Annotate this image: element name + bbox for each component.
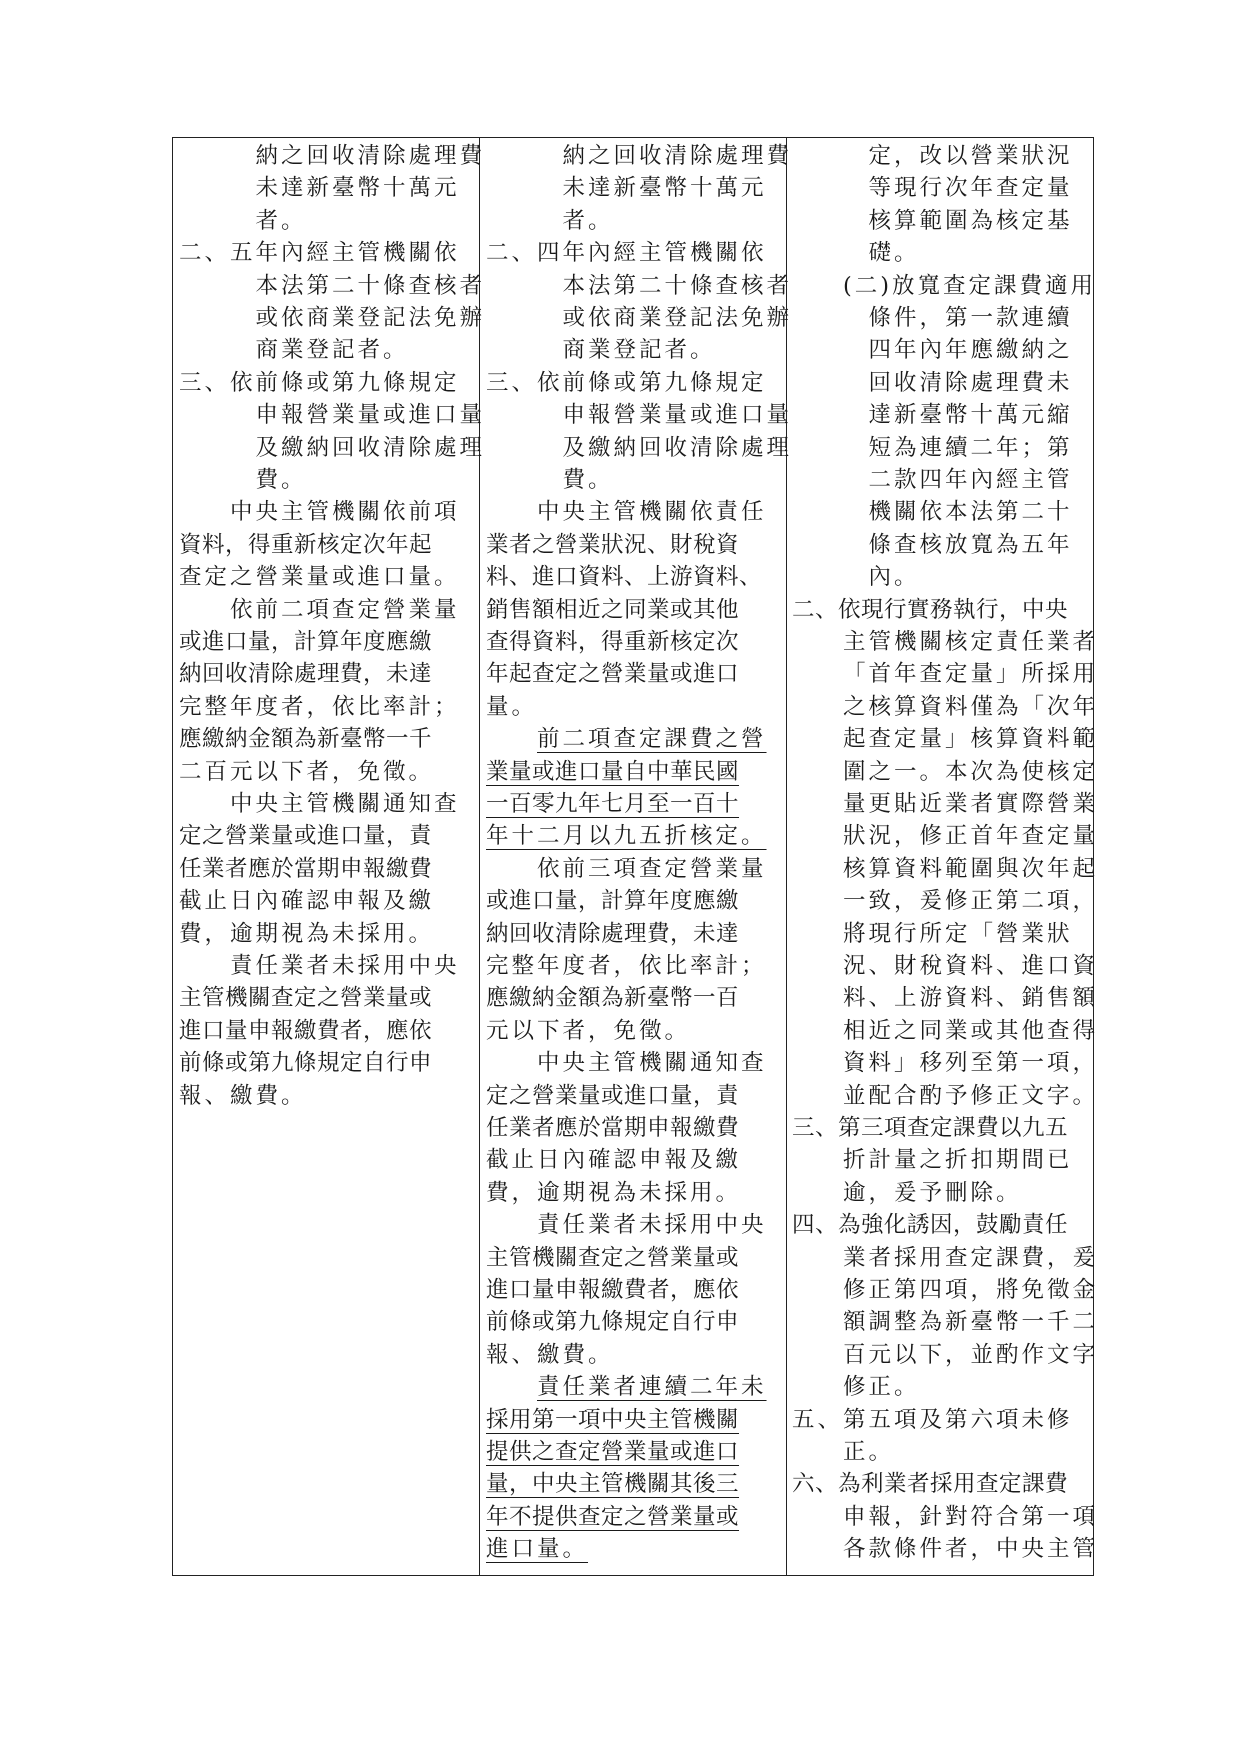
left-column-line: 費。 <box>255 467 307 493</box>
right-column-line: 量更貼近業者實際營業 <box>843 791 1099 817</box>
right-column-line: 五、第五項及第六項未修 <box>792 1406 1073 1433</box>
right-column-line: 料、上游資料、銷售額 <box>843 985 1099 1012</box>
middle-column-line: 元以下者，免徵。 <box>486 1017 691 1044</box>
right-column-line: 定，改以營業狀況 <box>868 143 1073 169</box>
middle-column-line: 量，中央主管機關其後三 <box>486 1471 740 1498</box>
right-column-line: 達新臺幣十萬元縮 <box>868 402 1073 429</box>
middle-column-line: 或進口量，計算年度應繳 <box>486 888 740 915</box>
right-column-line: 百元以下，並酌作文字 <box>843 1341 1099 1368</box>
left-column-line: 納之回收清除處理費 <box>255 143 486 169</box>
left-column-line: 者。 <box>255 207 307 234</box>
left-column-line: 完整年度者，依比率計； <box>179 693 460 720</box>
right-column-line: 六、為利業者採用查定課費 <box>792 1471 1069 1498</box>
left-column-line: 報、繳費。 <box>179 1082 307 1109</box>
right-column-line: 二款四年內經主管 <box>868 467 1073 493</box>
middle-column-line: 截止日內確認申報及繳 <box>486 1147 742 1174</box>
left-column-line: 進口量申報繳費者，應依 <box>179 1017 433 1044</box>
right-column-line: 短為連續二年；第 <box>868 434 1073 461</box>
left-column-line: 中央主管機關通知查 <box>230 791 460 817</box>
left-column-line: 或進口量，計算年度應繳 <box>179 629 433 655</box>
middle-column-line: 費，逾期視為未採用。 <box>486 1179 742 1206</box>
middle-column-line: 三、依前條或第九條規定 <box>486 369 767 396</box>
right-column-line: 起查定量」核算資料範 <box>843 726 1099 753</box>
middle-column-line: 任業者應於當期申報繳費 <box>486 1115 740 1141</box>
right-column-line: 各款條件者，中央主管 <box>843 1536 1099 1563</box>
right-column-line: 機關依本法第二十 <box>868 499 1073 526</box>
right-column-line: 四年內年應繳納之 <box>868 337 1073 364</box>
middle-column-line: 主管機關查定之營業量或 <box>486 1244 740 1271</box>
right-column-line: 「首年查定量」所採用 <box>843 661 1099 688</box>
left-column-line: 二、五年內經主管機關依 <box>179 240 460 267</box>
column-divider <box>786 138 787 1575</box>
middle-column-line: 納之回收清除處理費 <box>562 143 793 169</box>
column-divider <box>479 138 480 1575</box>
left-column-line: 主管機關查定之營業量或 <box>179 985 433 1012</box>
middle-column-line: 申報營業量或進口量 <box>562 402 793 429</box>
middle-column-line: 前二項查定課費之營 <box>537 726 767 753</box>
right-column-line: 核算範圍為核定基 <box>868 207 1073 234</box>
left-column-line: 及繳納回收清除處理 <box>255 434 486 461</box>
middle-column-line: 年不提供查定之營業量或 <box>486 1503 740 1530</box>
middle-column-line: 商業登記者。 <box>562 337 716 364</box>
middle-column-line: 中央主管機關通知查 <box>537 1050 767 1077</box>
middle-column-line: 者。 <box>562 207 614 234</box>
left-column-line: 前條或第九條規定自行申 <box>179 1050 433 1077</box>
right-column-line: 條件，第一款連續 <box>868 305 1073 331</box>
right-column-line: 額調整為新臺幣一千二 <box>843 1309 1099 1336</box>
left-column-line: 申報營業量或進口量 <box>255 402 486 429</box>
middle-column-line: 一百零九年七月至一百十 <box>486 791 740 817</box>
middle-column-line: 責任業者未採用中央 <box>537 1212 767 1239</box>
right-column-line: 等現行次年查定量 <box>868 175 1073 202</box>
right-column-line: 並配合酌予修正文字。 <box>843 1082 1099 1109</box>
current-text-column <box>486 138 793 1575</box>
left-column-line: 商業登記者。 <box>255 337 409 364</box>
middle-column-line: 費。 <box>562 467 614 493</box>
middle-column-line: 提供之查定營業量或進口 <box>486 1439 740 1465</box>
right-column-line: 修正第四項，將免徵金 <box>843 1277 1099 1303</box>
right-column-line: 回收清除處理費未 <box>868 369 1073 396</box>
right-column-line: 正。 <box>843 1439 895 1465</box>
right-column-line: 資料」移列至第一項， <box>843 1050 1099 1077</box>
middle-column-line: 或依商業登記法免辦 <box>562 305 793 331</box>
middle-column-line: 報、繳費。 <box>486 1341 614 1368</box>
right-column-line: 三、第三項查定課費以九五 <box>792 1115 1069 1141</box>
left-column-line: 任業者應於當期申報繳費 <box>179 855 433 882</box>
right-column-line: 條查核放寬為五年 <box>868 531 1073 558</box>
middle-column-line: 量。 <box>486 693 538 720</box>
middle-column-line: 未達新臺幣十萬元 <box>562 175 767 202</box>
left-column-line: 二百元以下者，免徵。 <box>179 758 435 785</box>
right-column-line: 逾，爰予刪除。 <box>843 1179 1022 1206</box>
middle-column-line: 業者之營業狀況、財稅資 <box>486 531 740 558</box>
right-column-line: (二)放寬查定課費適用 <box>843 272 1097 299</box>
left-column-line: 三、依前條或第九條規定 <box>179 369 460 396</box>
middle-column-line: 納回收清除處理費，未達 <box>486 920 740 947</box>
right-column-line: 之核算資料僅為「次年 <box>843 693 1099 720</box>
explanation-column <box>792 138 1099 1575</box>
middle-column-line: 採用第一項中央主管機關 <box>486 1406 740 1433</box>
right-column-line: 主管機關核定責任業者 <box>843 629 1099 655</box>
middle-column-line: 應繳納金額為新臺幣一百 <box>486 985 740 1012</box>
right-column-line: 狀況，修正首年查定量 <box>843 823 1099 850</box>
left-column-line: 截止日內確認申報及繳 <box>179 888 435 915</box>
left-column-line: 費，逾期視為未採用。 <box>179 920 435 947</box>
left-column-line: 資料，得重新核定次年起 <box>179 531 433 558</box>
middle-column-line: 完整年度者，依比率計； <box>486 953 767 979</box>
middle-column-line: 中央主管機關依責任 <box>537 499 767 526</box>
right-column-line: 修正。 <box>843 1374 920 1401</box>
right-column-line: 況、財稅資料、進口資 <box>843 953 1099 979</box>
left-column-line: 責任業者未採用中央 <box>230 953 460 979</box>
left-column-line: 定之營業量或進口量，責 <box>179 823 433 850</box>
right-column-line: 業者採用查定課費，爰 <box>843 1244 1099 1271</box>
comparison-table <box>172 137 1099 1576</box>
right-column-line: 二、依現行實務執行，中央 <box>792 596 1069 623</box>
right-column-line: 礎。 <box>868 240 920 267</box>
right-column-line: 折計量之折扣期間已 <box>843 1147 1073 1174</box>
right-column-line: 申報，針對符合第一項 <box>843 1503 1099 1530</box>
right-column-line: 核算資料範圍與次年起 <box>843 855 1099 882</box>
right-column-line: 圍之一。本次為使核定 <box>843 758 1099 785</box>
middle-column-line: 及繳納回收清除處理 <box>562 434 793 461</box>
middle-column-line: 定之營業量或進口量，責 <box>486 1082 740 1109</box>
amended-text-column <box>179 138 486 1575</box>
middle-column-line: 二、四年內經主管機關依 <box>486 240 767 267</box>
left-column-line: 中央主管機關依前項 <box>230 499 460 526</box>
right-column-line: 四、為強化誘因，鼓勵責任 <box>792 1212 1069 1239</box>
right-column-line: 內。 <box>868 564 920 591</box>
right-column-line: 一致，爰修正第二項， <box>843 888 1099 915</box>
middle-column-line: 料、進口資料、上游資料、 <box>486 564 763 591</box>
middle-column-line: 進口量。 <box>486 1536 589 1563</box>
middle-column-line: 進口量申報繳費者，應依 <box>486 1277 740 1303</box>
middle-column-line: 本法第二十條查核者 <box>562 272 793 299</box>
right-column-line: 相近之同業或其他查得 <box>843 1017 1099 1044</box>
left-column-line: 應繳納金額為新臺幣一千 <box>179 726 433 753</box>
left-column-line: 本法第二十條查核者 <box>255 272 486 299</box>
left-column-line: 未達新臺幣十萬元 <box>255 175 460 202</box>
middle-column-line: 查得資料，得重新核定次 <box>486 629 740 655</box>
right-column-line: 將現行所定「營業狀 <box>843 920 1073 947</box>
left-column-line: 納回收清除處理費，未達 <box>179 661 433 688</box>
middle-column-line: 年十二月以九五折核定。 <box>486 823 767 850</box>
left-column-line: 或依商業登記法免辦 <box>255 305 486 331</box>
middle-column-line: 責任業者連續二年未 <box>537 1374 767 1401</box>
middle-column-line: 年起查定之營業量或進口 <box>486 661 740 688</box>
middle-column-line: 銷售額相近之同業或其他 <box>486 596 740 623</box>
middle-column-line: 業量或進口量自中華民國 <box>486 758 740 785</box>
left-column-line: 依前二項查定營業量 <box>230 596 460 623</box>
middle-column-line: 依前三項查定營業量 <box>537 855 767 882</box>
left-column-line: 查定之營業量或進口量。 <box>179 564 460 591</box>
middle-column-line: 前條或第九條規定自行申 <box>486 1309 740 1336</box>
